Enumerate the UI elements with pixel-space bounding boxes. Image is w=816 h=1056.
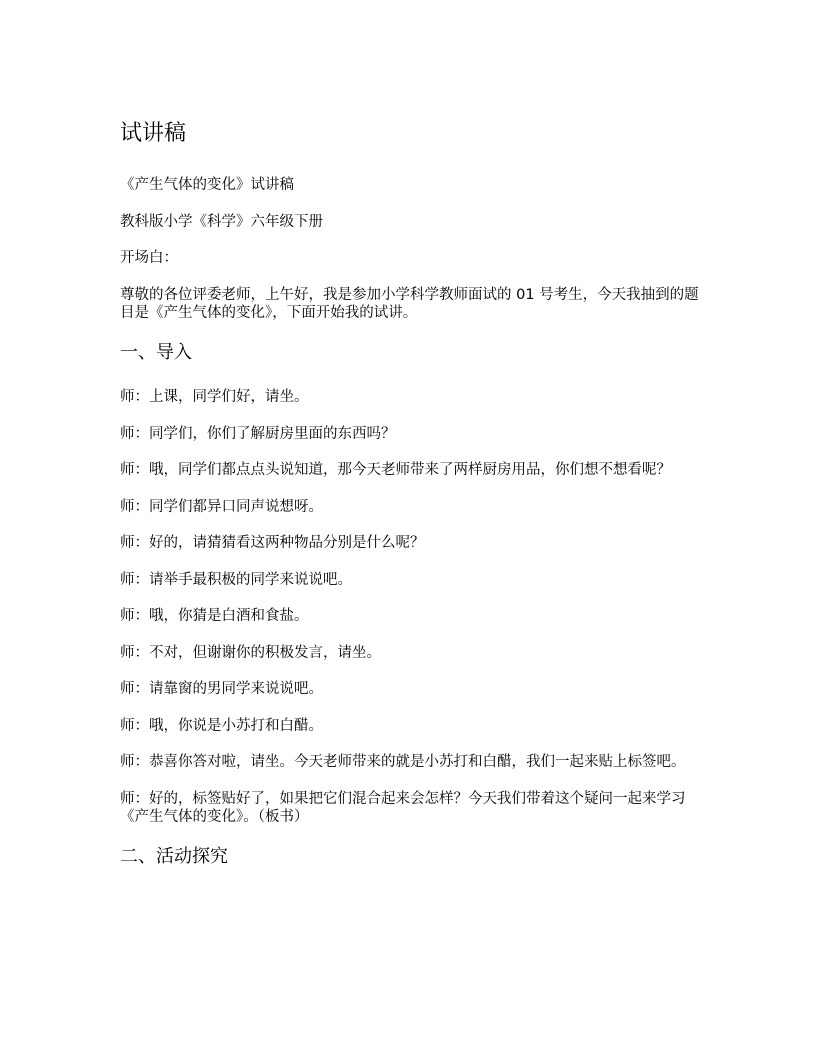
dialogue-line: 师：好的，标签贴好了，如果把它们混合起来会怎样？今天我们带着这个疑问一起来学习《产生气体的变化》。（板书） — [120, 790, 686, 825]
dialogue-line: 师：同学们，你们了解厨房里面的东西吗？ — [120, 425, 396, 442]
dialogue-line: 师：恭喜你答对啦，请坐。今天老师带来的就是小苏打和白醋，我们一起来贴上标签吧。 — [120, 754, 686, 770]
dialogue-line: 师：哦，你说是小苏打和白醋。 — [120, 717, 323, 734]
dialogue-line: 师：请举手最积极的同学来说说吧。 — [120, 571, 352, 588]
dialogue-line: 师：好的，请猜猜看这两种物品分别是什么呢？ — [120, 535, 425, 551]
dialogue-line: 师：哦，你猜是白酒和食盐。 — [120, 608, 309, 624]
opening-label: 开场白： — [120, 250, 178, 266]
dialogue-line: 师：哦，同学们都点点头说知道，那今天老师带来了两样厨房用品，你们想不想看呢？ — [120, 462, 671, 478]
lesson-title: 《产生气体的变化》试讲稿 — [120, 177, 294, 193]
dialogue-list — [120, 388, 700, 826]
document-title: 试讲稿 — [120, 121, 187, 146]
section-heading-activity: 二、活动探究 — [120, 846, 228, 867]
dialogue-line: 师：请靠窗的男同学来说说吧。 — [120, 681, 323, 697]
opening-paragraph: 尊敬的各位评委老师，上午好，我是参加小学科学教师面试的 01 号考生，今天我抽到的题目是《产生气体的变化》，下面开始我的试讲。 — [120, 286, 699, 321]
dialogue-line: 师：同学们都异口同声说想呀。 — [120, 498, 323, 515]
document-page — [120, 118, 700, 892]
dialogue-line: 师：不对，但谢谢你的积极发言，请坐。 — [120, 644, 381, 661]
dialogue-line: 师：上课，同学们好，请坐。 — [120, 389, 309, 405]
section-heading-intro: 一、导入 — [120, 342, 192, 363]
textbook-info: 教科版小学《科学》六年级下册 — [120, 213, 323, 230]
